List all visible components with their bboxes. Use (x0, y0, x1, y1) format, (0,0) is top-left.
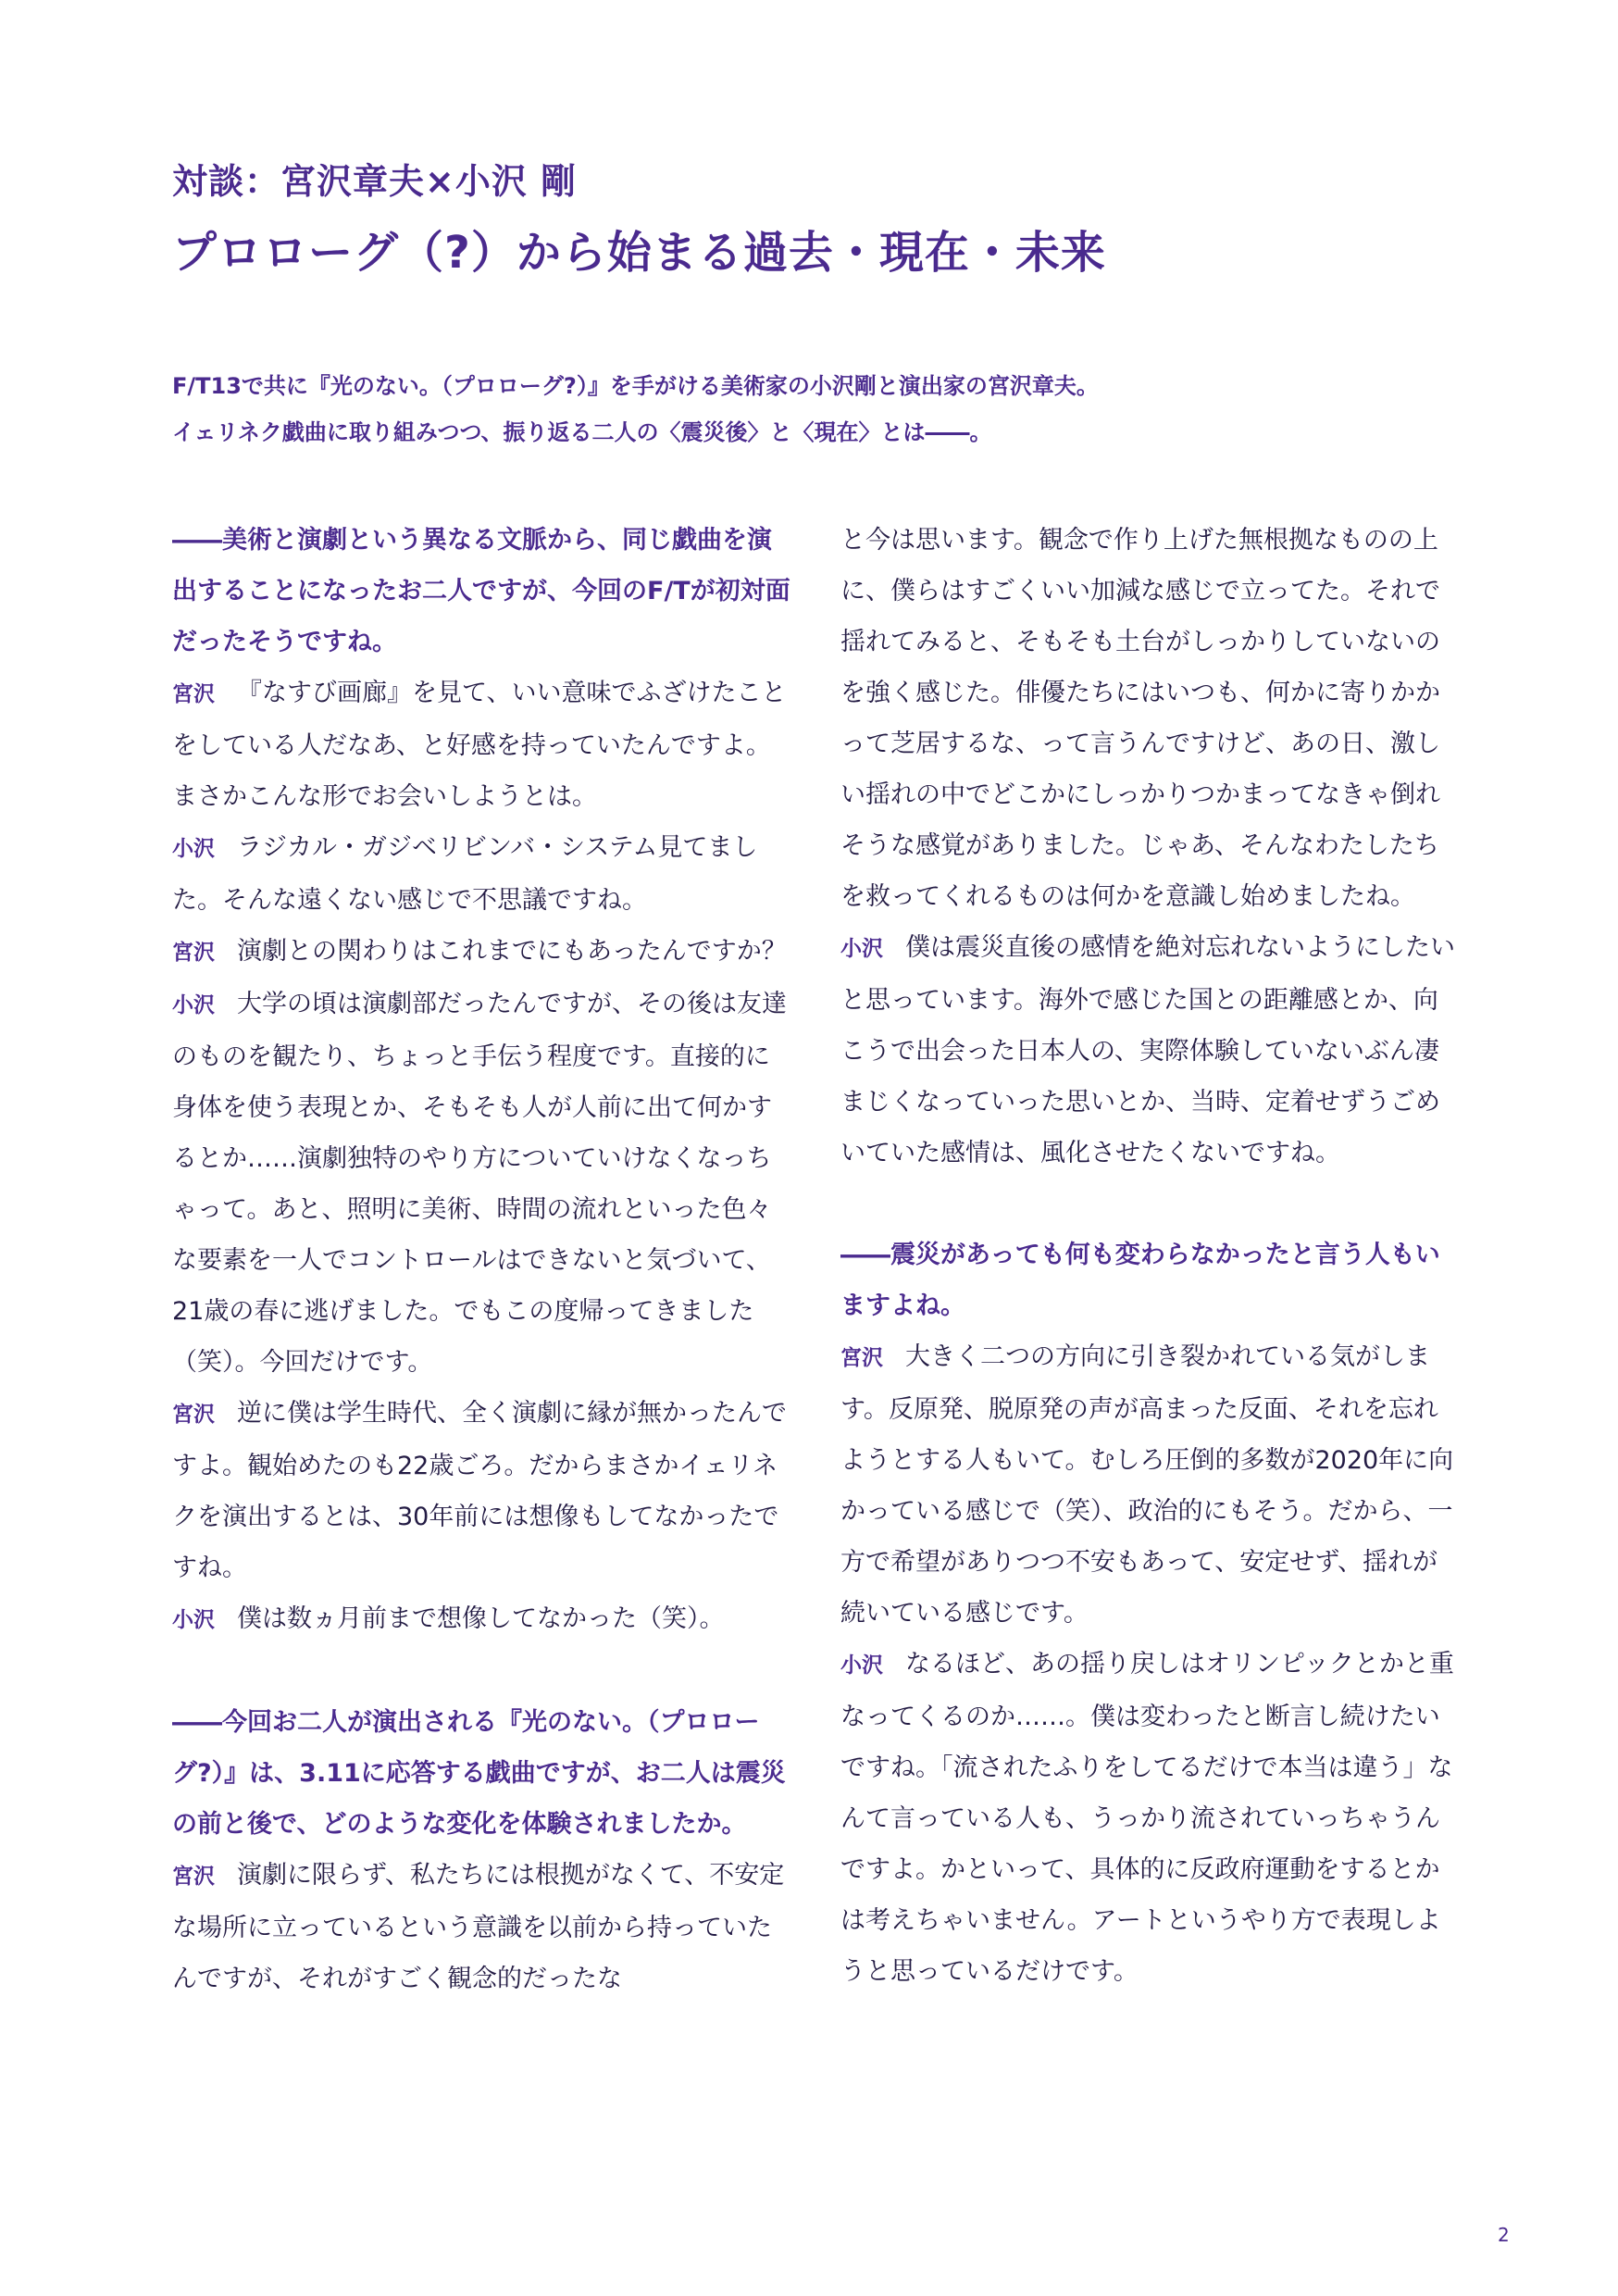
answer-text: 僕は数ヵ月前まで想像してなかった（笑）。 (237, 1604, 725, 1633)
answer-paragraph (172, 1593, 794, 1646)
section-gap (172, 1646, 794, 1697)
answer-text: 大学の頃は演劇部だったんですが、その後は友達のものを観たり、ちょっと手伝う程度です。直接的に身体を使う表現とか、そもそも人が人前に出て何かするとか……演劇独特のやり方についていけなくなっちゃって。あと、照明に美術、時間の流れといった色々な要素を一人でコントロールはできないと気づいて、21歳の春に逃げました。でもこの度帰ってきました（笑）。今回だけです。 (172, 990, 787, 1377)
article-title: プロローグ（?）から始まる過去・現在・未来 (172, 227, 1106, 279)
answer-text: 『なすび画廊』を見て、いい意味でふざけたことをしている人だなあ、と好感を持っていたんですよ。まさかこんな形でお会いしようとは。 (172, 679, 787, 811)
answer-paragraph (840, 1331, 1462, 1639)
speaker-name: 小沢 (172, 993, 215, 1017)
answer-text: 大きく二つの方向に引き裂かれている気がします。反原発、脱原発の声が高まった反面、それを忘れようとする人もいて。むしろ圧倒的多数が2020年に向かっている感じで（笑）、政治的にもそう。だから、一方で希望がありつつ不安もあって、安定せず、揺れが続いている感じです。 (840, 1342, 1454, 1628)
answer-paragraph (840, 922, 1462, 1179)
speaker-name: 宮沢 (840, 1346, 883, 1370)
page-number: 2 (1498, 2224, 1510, 2246)
interviewer-question: ――今回お二人が演出される『光のない。（プロローグ?）』は、3.11に応答する戯曲ですが、お二人は震災の前と後で、どのような変化を体験されましたか。 (172, 1708, 786, 1839)
answer-text: 演劇との関わりはこれまでにもあったんですか？ (237, 937, 787, 966)
answer-paragraph (172, 822, 794, 926)
speaker-name: 宮沢 (172, 1403, 215, 1427)
speaker-name: 小沢 (840, 1653, 883, 1678)
interviewer-question: ――震災があっても何も変わらなかったと言う人もいますよね。 (840, 1241, 1440, 1320)
column-right (840, 515, 1462, 1997)
column-left (172, 515, 794, 2004)
answer-continuation: と今は思います。観念で作り上げた無根拠なものの上に、僕らはすごくいい加減な感じで立ってた。それで揺れてみると、そもそも土台がしっかりしていないのを強く感じた。俳優たちにはいつも、何かに寄りかかって芝居するな、って言うんですけど、あの日、激しい揺れの中でどこかにしっかりつかまってなきゃ倒れそうな感覚がありました。じゃあ、そんなわたしたちを救ってくれるものは何かを意識し始めましたね。 (840, 526, 1440, 911)
dialogue-kicker: 対談：宮沢章夫×小沢 剛 (172, 161, 578, 202)
speaker-name: 宮沢 (172, 1865, 215, 1889)
speaker-name: 宮沢 (172, 941, 215, 965)
answer-text: ラジカル・ガジベリビンバ・システム見てました。そんな遠くない感じで不思議ですね。 (172, 833, 758, 915)
answer-text: なるほど、あの揺り戻しはオリンピックとかと重なってくるのか……。僕は変わったと断言し続けたいですね。「流されたふりをしてるだけで本当は違う」なんて言っている人も、うっかり流されていっちゃうんですよ。かといって、具体的に反政府運動をするとかは考えちゃいません。アートというやり方で表現しようと思っているだけです。 (840, 1650, 1454, 1986)
answer-text: 僕は震災直後の感情を絶対忘れないようにしたいと思っています。海外で感じた国との距離感とか、向こうで出会った日本人の、実際体験していないぶん凄まじくなっていった思いとか、当時、定着せずうごめいていた感情は、風化させたくないですね。 (840, 933, 1455, 1167)
article-header (172, 156, 1468, 285)
answer-paragraph (172, 1388, 794, 1593)
speaker-name: 小沢 (840, 937, 883, 961)
interviewer-question: ――美術と演劇という異なる文脈から、同じ戯曲を演出することになったお二人ですが、今回のF/Tが初対面だったそうですね。 (172, 526, 790, 656)
speaker-name: 小沢 (172, 1608, 215, 1632)
lead-line-1: F/T13で共に『光のない。（プロローグ?）』を手がける美術家の小沢剛と演出家の宮沢章夫。 (172, 373, 1099, 399)
answer-text: 演劇に限らず、私たちには根拠がなくて、不安定な場所に立っているという意識を以前から持っていたんですが、それがすごく観念的だったな (172, 1861, 785, 1993)
answer-text: 逆に僕は学生時代、全く演劇に縁が無かったんですよ。観始めたのも22歳ごろ。だからまさかイェリネクを演出するとは、30年前には想像もしてなかったですね。 (172, 1399, 787, 1582)
answer-paragraph (840, 1639, 1462, 1997)
speaker-name: 小沢 (172, 837, 215, 861)
answer-paragraph (172, 979, 794, 1388)
speaker-name: 宮沢 (172, 682, 215, 706)
lead-paragraph (172, 363, 1468, 455)
answer-paragraph (172, 668, 794, 822)
lead-line-2: イェリネク戯曲に取り組みつつ、振り返る二人の〈震災後〉と〈現在〉とは――。 (172, 419, 992, 445)
section-gap (840, 1179, 1462, 1229)
answer-paragraph (172, 926, 794, 979)
answer-paragraph (172, 1850, 794, 2004)
